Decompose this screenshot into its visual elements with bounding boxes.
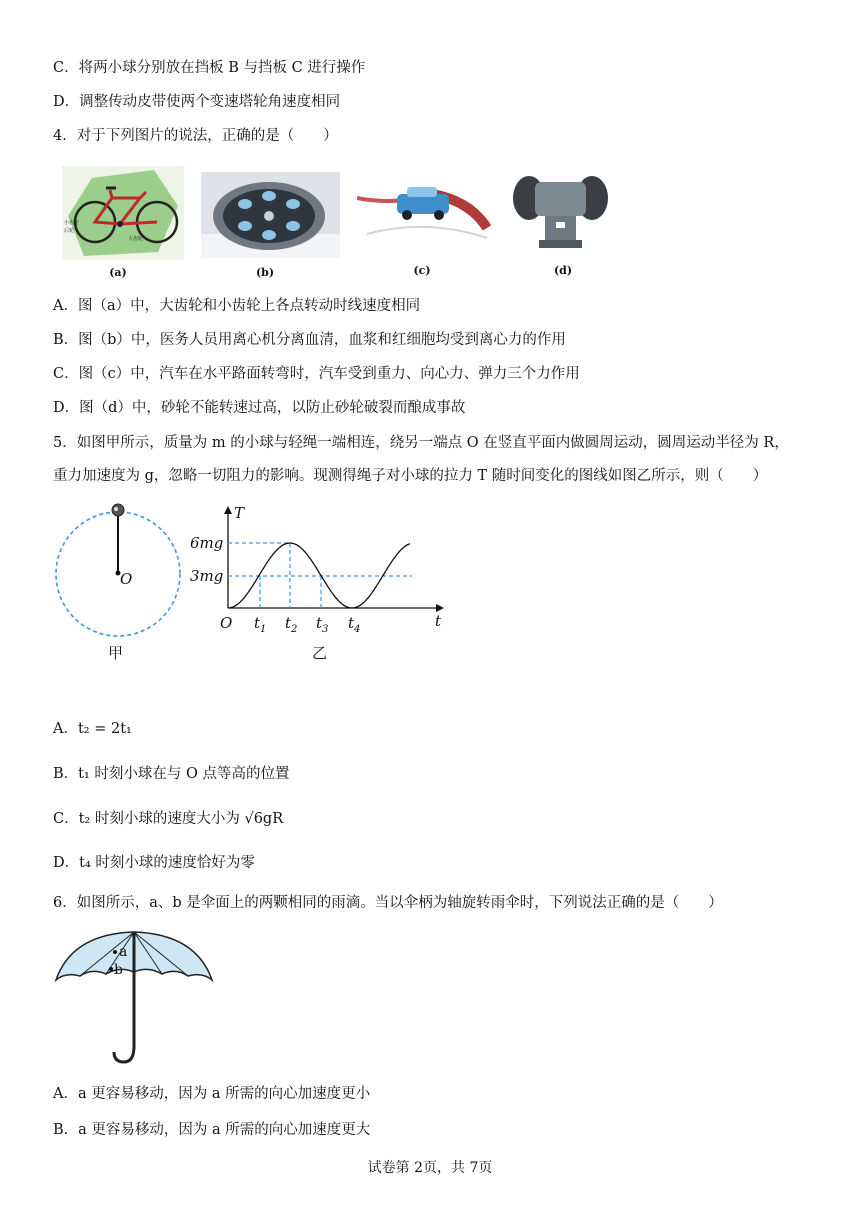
q6-option-a: A．a 更容易移动，因为 a 所需的向心加速度更小 bbox=[53, 1086, 371, 1102]
caption-a: (a) bbox=[109, 266, 127, 279]
q4-option-a: A．图（a）中，大齿轮和小齿轮上各点转动时线速度相同 bbox=[53, 298, 421, 314]
tension-time-graph bbox=[190, 500, 450, 665]
umbrella-figure bbox=[52, 928, 217, 1070]
big-gear-label: 大齿轮 bbox=[128, 236, 144, 242]
t2-label: $t_2$ bbox=[285, 614, 298, 635]
origin-label: O bbox=[220, 614, 233, 632]
q5-option-b: B．t₁ 时刻小球在与 O 点等高的位置 bbox=[53, 766, 290, 782]
level-3mg-label: 3mg bbox=[190, 567, 224, 585]
level-6mg-label: 6mg bbox=[190, 534, 224, 552]
fig-jia-label: 甲 bbox=[108, 644, 124, 662]
q4-stem: 4．对于下列图片的说法，正确的是（ ） bbox=[53, 128, 338, 144]
small-gear-label: 小齿轮 bbox=[64, 220, 80, 226]
q5-option-a: A．t₂ = 2t₁ bbox=[53, 721, 132, 737]
caption-b: (b) bbox=[255, 266, 275, 279]
q3-option-c: C．将两小球分别放在挡板 B 与挡板 C 进行操作 bbox=[53, 60, 366, 76]
q5-option-d: D．t₄ 时刻小球的速度恰好为零 bbox=[53, 855, 255, 871]
point-b-label: b bbox=[114, 962, 123, 978]
q4-option-b: B．图（b）中，医务人员用离心机分离血清，血浆和红细胞均受到离心力的作用 bbox=[53, 332, 566, 348]
q5-stem-line-2: 重力加速度为 g，忽略一切阻力的影响。现测得绳子对小球的拉力 T 随时间变化的图线如图乙所示，则（ ） bbox=[53, 468, 768, 484]
bicycle-image bbox=[62, 166, 184, 260]
center-o-label: O bbox=[120, 570, 133, 588]
q6-option-b: B．a 更容易移动，因为 a 所需的向心加速度更大 bbox=[53, 1122, 371, 1138]
q3-option-d: D．调整传动皮带使两个变速塔轮角速度相同 bbox=[53, 94, 341, 110]
point-a-label: a bbox=[119, 944, 128, 960]
y-axis-label: T bbox=[234, 504, 245, 522]
q6-stem: 6．如图所示，a、b 是伞面上的两颗相同的雨滴。当以伞柄为轴旋转雨伞时，下列说法正确的是（ ） bbox=[53, 895, 723, 911]
caption-d: (d) bbox=[553, 264, 573, 277]
grinder-image bbox=[509, 172, 612, 252]
fig-yi-label: 乙 bbox=[312, 644, 328, 662]
circular-motion-figure bbox=[50, 500, 190, 665]
page-footer: 试卷第 2页，共 7页 bbox=[367, 1160, 493, 1176]
turning-car-image bbox=[357, 178, 491, 244]
caption-c: (c) bbox=[413, 264, 431, 277]
t3-label: $t_3$ bbox=[316, 614, 329, 635]
q5-option-c: C．t₂ 时刻小球的速度大小为 √6gR bbox=[53, 811, 284, 827]
t1-label: $t_1$ bbox=[254, 614, 267, 635]
q4-option-c: C．图（c）中，汽车在水平路面转弯时，汽车受到重力、向心力、弹力三个力作用 bbox=[53, 366, 580, 382]
t4-label: $t_4$ bbox=[348, 614, 361, 635]
q5-stem-line-1: 5．如图甲所示，质量为 m 的小球与轻绳一端相连，绕另一端点 O 在竖直平面内做圆周运动，圆周运动半径为 R， bbox=[53, 435, 789, 451]
rear-wheel-label: 后轮 bbox=[64, 228, 75, 234]
centrifuge-image bbox=[201, 172, 340, 258]
q4-option-d: D．图（d）中，砂轮不能转速过高，以防止砂轮破裂而酿成事故 bbox=[53, 400, 466, 416]
x-axis-label: t bbox=[435, 612, 442, 630]
